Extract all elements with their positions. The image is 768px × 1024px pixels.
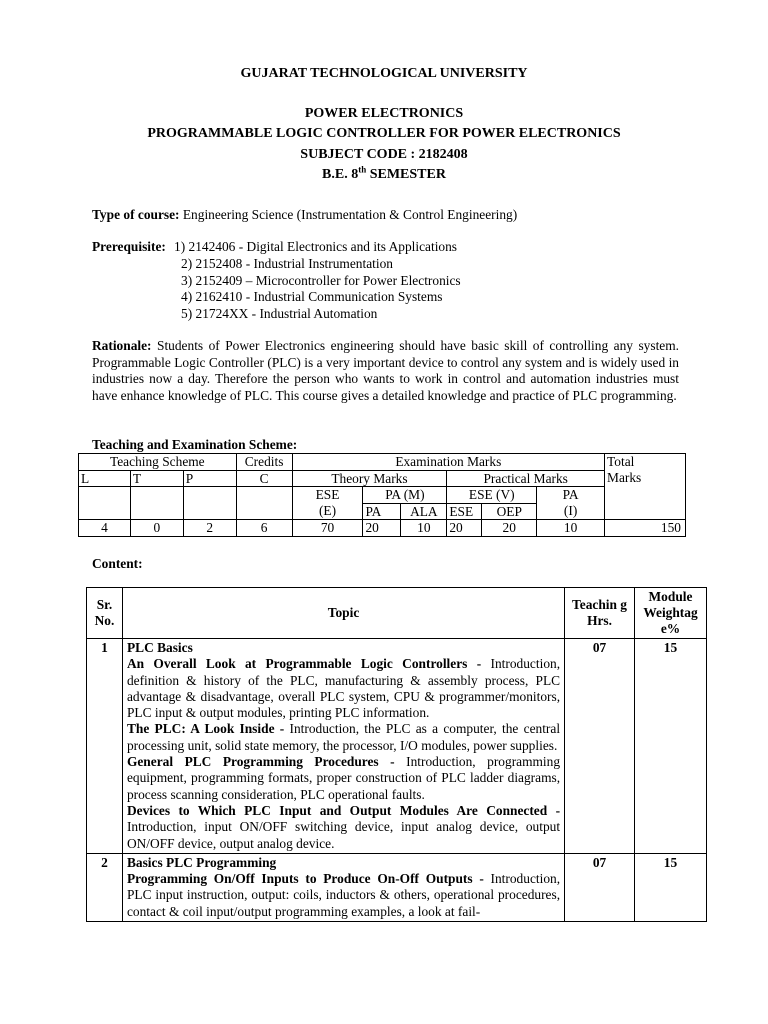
teaching-hrs: 07 <box>565 853 635 921</box>
table-row <box>87 853 707 921</box>
ese-value: 20 <box>447 520 482 537</box>
topic-paragraph: Devices to Which PLC Input and Output Modules Are Connected - Introduction, input ON/OFF switching device, input analog device, output ON/OFF device, output analog device. <box>126 802 561 851</box>
pa-i-header: PA <box>537 487 605 504</box>
module-weightage: 15 <box>635 853 707 921</box>
module-title: Basics PLC Programming <box>126 854 277 870</box>
topic-paragraph: General PLC Programming Procedures - Introduction, programming equipment, programming formats, proper construction of PLC ladder diagrams, process scanning consideration, PLC operational faults. <box>126 754 561 802</box>
p-header: P <box>183 470 236 487</box>
module-title: PLC Basics <box>126 640 193 655</box>
p-value: 2 <box>183 520 236 537</box>
scheme-heading: Teaching and Examination Scheme: <box>92 437 298 452</box>
topic-header: Topic <box>122 588 564 639</box>
teaching-hrs-header: Teachin g Hrs. <box>565 588 635 639</box>
prerequisite-item: 1) 2142406 - Digital Electronics and its Applications <box>174 239 458 254</box>
content-table <box>86 587 707 922</box>
prerequisite-label: Prerequisite: <box>92 239 166 254</box>
l-header: L <box>79 470 131 487</box>
sr-no: 2 <box>87 853 123 921</box>
sr-no: 1 <box>87 639 123 854</box>
rationale-label: Rationale: <box>92 338 152 353</box>
marks-header: Marks <box>605 470 686 487</box>
prerequisite-item: 2) 2152408 - Industrial Instrumentation <box>181 256 393 271</box>
ese-e-header: ESE <box>292 487 363 504</box>
teaching-scheme-table <box>78 453 686 537</box>
course-type <box>92 207 517 223</box>
rationale <box>92 338 679 404</box>
t-header: T <box>130 470 183 487</box>
module-weightage: 15 <box>635 639 707 854</box>
university-name: GUJARAT TECHNOLOGICAL UNIVERSITY <box>240 66 528 81</box>
sr-no-header: Sr. No. <box>87 588 123 639</box>
l-value: 4 <box>79 520 131 537</box>
teaching-hrs: 07 <box>565 639 635 854</box>
ala-sub: ALA <box>401 503 447 520</box>
pa-m-header: PA (M) <box>363 487 447 504</box>
subject-code: SUBJECT CODE : 2182408 <box>300 147 468 162</box>
pa-value: 20 <box>363 520 401 537</box>
course-type-value: Engineering Science (Instrumentation & Control Engineering) <box>179 207 518 222</box>
teaching-scheme-header: Teaching Scheme <box>79 454 237 471</box>
ese-e-value: 70 <box>292 520 363 537</box>
table-row <box>87 639 707 854</box>
subject-name: PROGRAMMABLE LOGIC CONTROLLER FOR POWER ELECTRONICS <box>147 126 621 141</box>
pa-i-sub: (I) <box>537 503 605 520</box>
ala-value: 10 <box>401 520 447 537</box>
credits-header: Credits <box>236 454 292 471</box>
rationale-text: Students of Power Electronics engineering should have basic skill of controlling any system. Programmable Logic Controller (PLC) is a very important device to control any system and is widely used in industries now a day. Therefore the person who wants to work in control and automation industries must have enhance knowledge of PLC. This course gives a detailed knowledge and practice of PLC programming. <box>92 338 679 403</box>
practical-marks-header: Practical Marks <box>447 470 605 487</box>
ese-e-sub: (E) <box>292 503 363 520</box>
t-value: 0 <box>130 520 183 537</box>
prerequisite-item: 3) 2152409 – Microcontroller for Power Electronics <box>181 273 461 288</box>
module-weightage-header: Module Weightag e% <box>635 588 707 639</box>
pa-i-value: 10 <box>537 520 605 537</box>
theory-marks-header: Theory Marks <box>292 470 447 487</box>
semester: B.E. 8th SEMESTER <box>322 164 446 182</box>
ese-v-header: ESE (V) <box>447 487 537 504</box>
topic-paragraph: An Overall Look at Programmable Logic Controllers - Introduction, definition & history of the PLC, manufacturing & assembly process, PLC advantage & disadvantage, overall PLC system, CPU & programmer/monitors, PLC input & output modules, printing PLC information. <box>126 656 561 721</box>
c-value: 6 <box>236 520 292 537</box>
pa-sub: PA <box>363 503 401 520</box>
c-header: C <box>236 470 292 487</box>
topic-paragraph: The PLC: A Look Inside - Introduction, the PLC as a computer, the central processing unit, solid state memory, the processor, I/O modules, power supplies. <box>126 721 561 753</box>
prerequisite-item: 5) 21724XX - Industrial Automation <box>181 306 378 321</box>
course-type-label: Type of course: <box>92 207 180 222</box>
topic-cell <box>122 639 564 854</box>
exam-marks-header: Examination Marks <box>292 454 604 471</box>
branch-name: POWER ELECTRONICS <box>304 106 464 121</box>
total-header: Total <box>605 454 686 471</box>
total-value: 150 <box>605 520 686 537</box>
topic-cell <box>122 853 564 921</box>
oep-value: 20 <box>482 520 537 537</box>
prerequisite-item: 4) 2162410 - Industrial Communication Systems <box>181 289 443 304</box>
topic-paragraph: Programming On/Off Inputs to Produce On-Off Outputs - Introduction, PLC input instruction, output: coils, inductors & others, operational procedures, contact & coil input/output programming examples, a look at fail- <box>126 871 561 919</box>
oep-sub: OEP <box>482 503 537 520</box>
ese-sub: ESE <box>447 503 482 520</box>
content-heading: Content: <box>92 556 143 571</box>
